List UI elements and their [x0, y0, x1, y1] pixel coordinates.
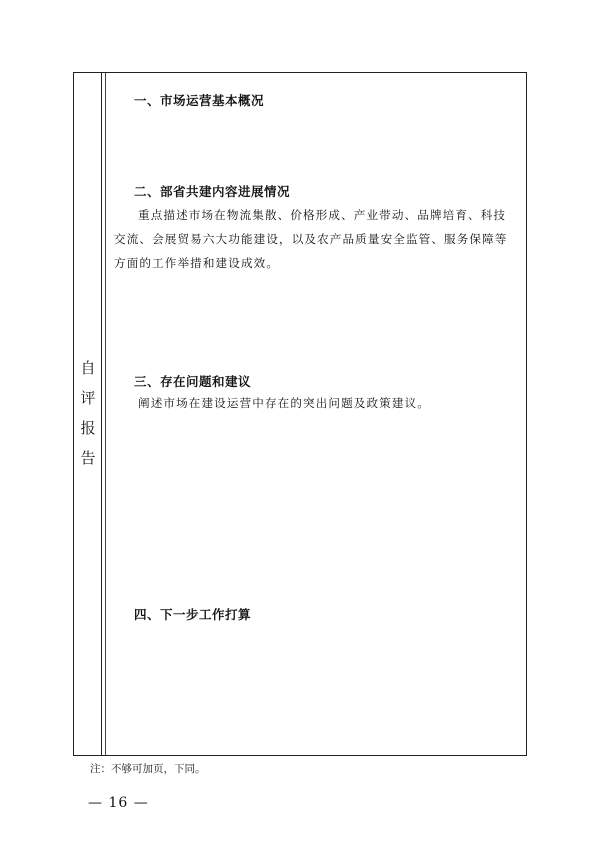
section-3-heading: 三、存在问题和建议	[134, 374, 252, 389]
section-2-body: 重点描述市场在物流集散、价格形成、产业带动、品牌培育、科技交流、会展贸易六大功能建设，以及农产品质量安全监管、服务保障等方面的工作举措和建设成效。	[114, 208, 508, 270]
section-2-heading: 二、部省共建内容进展情况	[134, 184, 291, 199]
section-3-body: 阐述市场在建设运营中存在的突出问题及政策建议。	[138, 396, 430, 410]
section-4-heading: 四、下一步工作打算	[134, 607, 252, 622]
side-label-char: 报	[80, 419, 96, 437]
self-evaluation-form	[73, 72, 527, 756]
self-evaluation-report-label	[74, 353, 102, 473]
side-label-char: 评	[80, 389, 96, 407]
report-content	[106, 73, 526, 755]
footnote: 注：不够可加页，下同。	[90, 763, 206, 775]
side-label-char: 告	[80, 449, 96, 467]
page-number: — 16 —	[88, 795, 149, 811]
side-label-char: 自	[80, 359, 96, 377]
section-1-heading: 一、市场运营基本概况	[134, 93, 265, 108]
side-label-column	[74, 73, 102, 755]
